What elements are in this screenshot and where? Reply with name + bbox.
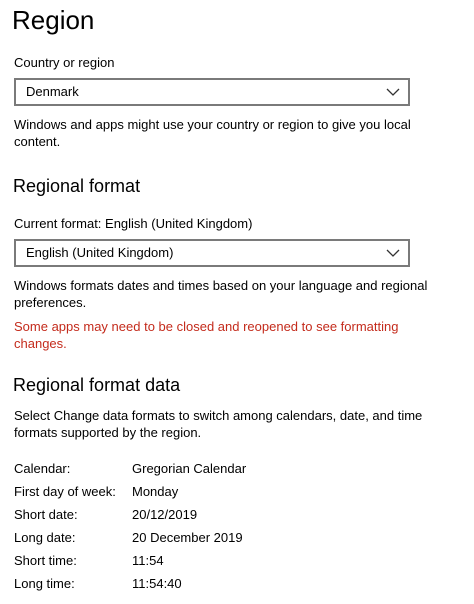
- chevron-down-icon: [386, 247, 400, 259]
- format-data-row-long-date: [14, 528, 454, 548]
- regional-format-data-heading: Regional format data: [13, 375, 181, 395]
- format-data-value: Gregorian Calendar: [132, 461, 247, 476]
- chevron-down-icon: [386, 86, 400, 98]
- format-data-row-first-day: [14, 482, 454, 502]
- format-data-value: 20 December 2019: [132, 530, 243, 545]
- regional-format-selected-value: English (United Kingdom): [26, 245, 174, 260]
- format-data-value: 11:54: [132, 553, 164, 568]
- format-data-value: 20/12/2019: [132, 507, 198, 522]
- current-format-label: Current format: English (United Kingdom): [14, 216, 253, 231]
- format-data-row-long-time: [14, 574, 454, 594]
- regional-format-dropdown[interactable]: [14, 239, 410, 267]
- format-data-key: Short date:: [14, 507, 78, 522]
- format-data-row-short-date: [14, 505, 454, 525]
- regional-format-heading: Regional format: [13, 176, 141, 196]
- country-region-description: Windows and apps might use your country or region to give you local content.: [14, 117, 411, 149]
- regional-format-data-description: Select Change data formats to switch among calendars, date, and time formats supported by the region.: [14, 408, 423, 440]
- format-data-value: 11:54:40: [132, 576, 182, 591]
- formatting-warning-text: Some apps may need to be closed and reopened to see formatting changes.: [14, 319, 399, 351]
- format-data-key: Long time:: [14, 576, 75, 591]
- country-region-selected-value: Denmark: [26, 84, 79, 99]
- format-data-key: Short time:: [14, 553, 77, 568]
- country-region-dropdown[interactable]: [14, 78, 410, 106]
- country-region-label: Country or region: [14, 55, 115, 70]
- page-title: Region: [12, 5, 95, 35]
- format-data-value: Monday: [132, 484, 179, 499]
- format-data-key: Calendar:: [14, 461, 71, 476]
- format-data-row-calendar: [14, 459, 454, 479]
- regional-format-description: Windows formats dates and times based on your language and regional preferences.: [14, 278, 428, 310]
- format-data-key: Long date:: [14, 530, 76, 545]
- format-data-key: First day of week:: [14, 484, 116, 499]
- format-data-row-short-time: [14, 551, 454, 571]
